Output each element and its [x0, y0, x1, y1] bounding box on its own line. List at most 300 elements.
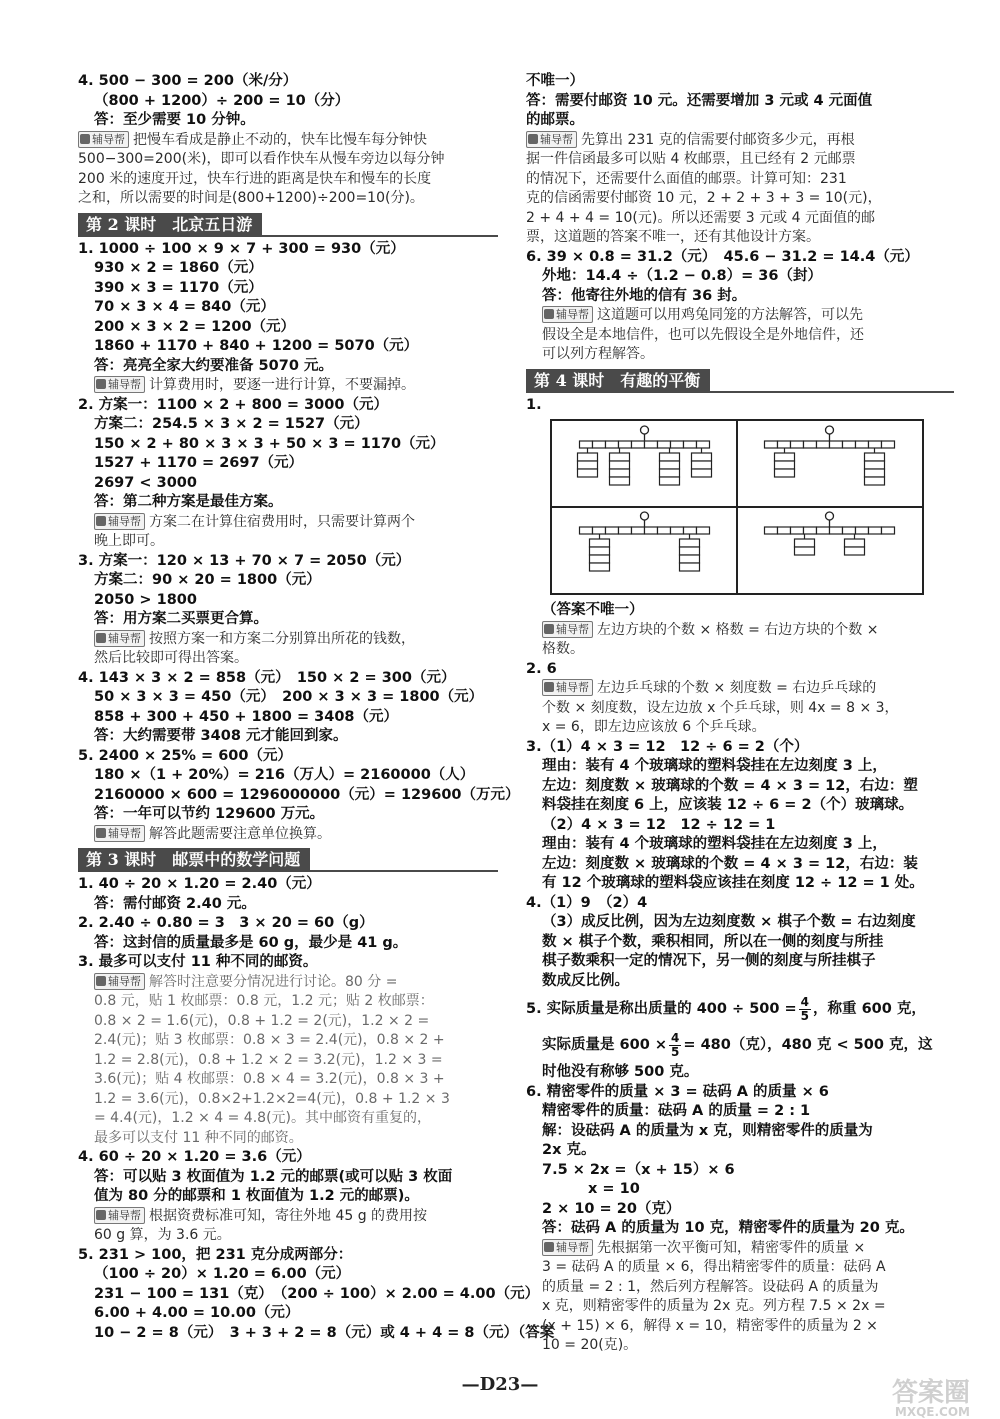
line-text: 精密零件的质量：砝码 A 的质量 = 2 : 1 — [542, 1103, 811, 1119]
tutor-note-line — [78, 532, 498, 552]
section-heading — [78, 848, 498, 872]
answer-line — [526, 1141, 954, 1161]
fraction — [799, 996, 811, 1023]
pivot-ring — [641, 512, 649, 520]
answer-line — [526, 757, 954, 777]
answer-line — [526, 894, 954, 914]
beam-cell — [804, 441, 817, 448]
line-text: 3.6(元)；贴 4 枚邮票：0.8 × 4 = 3.2(元)，0.8 × 3 + — [94, 1071, 445, 1087]
tutor-tag-label: 辅导帮 — [108, 378, 141, 391]
answer-line — [526, 1027, 954, 1063]
tutor-tag-label: 辅导帮 — [556, 308, 589, 321]
weight-block — [865, 461, 885, 469]
balance-drawing — [552, 421, 922, 593]
weight-block — [795, 547, 815, 555]
beam-cell — [843, 527, 856, 534]
line-text: 10 = 20(克)。 — [542, 1337, 638, 1353]
line-text: 晚上即可。 — [94, 533, 164, 549]
line-text: 4.（1）9 （2）4 — [526, 894, 648, 911]
line-text: 6. 39 × 0.8 = 31.2（元） 45.6 − 31.2 = 14.4（元） — [526, 248, 919, 265]
beam-cell — [856, 527, 869, 534]
answer-line — [526, 855, 954, 875]
line-text: 3. 最多可以支付 11 种不同的邮资。 — [78, 954, 318, 970]
answer-line — [78, 1246, 498, 1266]
line-text: x = 6，即左边应该放 6 个乒乓球。 — [542, 719, 766, 735]
tutor-icon — [544, 1242, 554, 1252]
beam-cell — [817, 441, 830, 448]
tutor-tag-label: 辅导帮 — [556, 681, 589, 694]
tutor-tag — [542, 621, 593, 638]
line-text: = 4.4(元)，1.2 × 4 = 4.8(元)。其中邮资有重复的， — [94, 1110, 431, 1126]
tutor-tag — [94, 630, 145, 647]
weight-block — [610, 453, 630, 461]
line-text: 这道题可以用鸡兔同笼的方法解答，可以先 — [597, 307, 863, 323]
tutor-note-line — [78, 1226, 498, 1246]
tutor-icon — [96, 516, 106, 526]
fraction-numerator: 4 — [671, 1030, 680, 1045]
tutor-tag — [78, 131, 129, 148]
tutor-icon — [544, 309, 554, 319]
line-text: 930 × 2 = 1860（元） — [94, 260, 263, 276]
weight-block — [680, 563, 700, 571]
answer-line — [78, 1187, 498, 1207]
line-text: 5. 2400 × 25% = 600（元） — [78, 747, 292, 764]
weight-block — [660, 453, 680, 461]
beam-cell — [856, 441, 869, 448]
line-text: 1. — [526, 396, 542, 413]
tutor-icon — [96, 1210, 106, 1220]
tutor-note-line — [78, 1129, 498, 1149]
beam-cell — [671, 527, 684, 534]
line-text: x = 10 — [588, 1181, 640, 1197]
answer-line — [78, 357, 498, 377]
tutor-note-line — [526, 699, 954, 719]
weight-block — [660, 469, 680, 477]
line-text: 实际质量是 600 × — [542, 1037, 668, 1053]
answer-line — [526, 396, 954, 416]
tutor-note-line — [78, 376, 498, 396]
line-text: 150 × 2 + 80 × 3 × 3 + 50 × 3 = 1170（元） — [94, 435, 445, 452]
line-text: 解：设砝码 A 的质量为 x 克，则精密零件的质量为 — [542, 1122, 873, 1139]
weight-block — [865, 469, 885, 477]
line-text: 格数。 — [542, 641, 584, 657]
tutor-tag-label: 辅导帮 — [540, 132, 573, 146]
tutor-note-line — [78, 1090, 498, 1110]
weight-block — [775, 469, 795, 477]
line-text: 个数 × 刻度数，设左边放 x 个乒乓球，则 4x = 8 × 3， — [542, 699, 899, 716]
tutor-tag-label: 辅导帮 — [108, 1208, 141, 1222]
answer-line — [78, 1285, 540, 1305]
answer-line — [526, 777, 954, 797]
line-text: 60 g 算，为 3.6 元。 — [94, 1227, 231, 1243]
weight-block — [680, 547, 700, 555]
tutor-note-line — [78, 131, 498, 151]
tutor-note-line — [78, 1207, 498, 1227]
answer-line — [78, 1148, 498, 1168]
line-text: 70 × 3 × 4 = 840（元） — [94, 299, 275, 315]
line-text: 答：一年可以节约 129600 万元。 — [94, 806, 325, 822]
answer-line — [526, 933, 954, 953]
answer-line — [526, 991, 954, 1027]
answer-line — [526, 1083, 954, 1103]
beam-cell — [869, 527, 882, 534]
line-text: 之和，所以需要的时间是(800+1200)÷200=10(分)。 — [78, 190, 424, 206]
answer-line — [78, 279, 498, 299]
line-text: 外地：14.4 ÷（1.2 − 0.8）= 36（封） — [542, 268, 822, 284]
line-text: 答：用方案二买票更合算。 — [94, 611, 268, 627]
line-text: 假设全是本地信件，也可以先假设全是外地信件，还 — [542, 326, 864, 343]
section-heading — [78, 213, 498, 237]
fraction-denominator: 5 — [671, 1044, 680, 1059]
tutor-note-line — [526, 1278, 954, 1298]
beam-cell — [697, 527, 710, 534]
line-text: 231 − 100 = 131（克） （200 ÷ 100）× 2.00 = 4.00（元） — [94, 1285, 540, 1302]
line-text: 1860 + 1170 + 840 + 1200 = 5070（元） — [94, 338, 419, 354]
answer-line — [78, 766, 498, 786]
answer-line — [526, 816, 954, 836]
tutor-note-line — [526, 621, 954, 641]
beam-cell — [619, 441, 632, 448]
line-text: 180 ×（1 + 20%）= 216（万人）= 2160000（人） — [94, 767, 475, 783]
answer-line — [526, 660, 954, 680]
answer-line — [526, 874, 954, 894]
line-text: 值为 80 分的邮票和 1 枚面值为 1.2 元的邮票)。 — [94, 1188, 419, 1204]
answer-line — [526, 972, 954, 992]
line-text: 克的信函需要付邮资 10 元，2 + 2 + 3 + 3 = 10(元)， — [526, 190, 882, 206]
watermark-line1: 答案圈 — [891, 1378, 970, 1408]
tutor-tag-label: 辅导帮 — [108, 514, 141, 528]
line-text: 数 × 棋子个数，乘积相同，所以在一侧的刻度与所挂 — [542, 933, 884, 950]
line-text: 把慢车看成是静止不动的，快车比慢车每分钟快 — [133, 131, 427, 148]
line-text: 左边乒乓球的个数 × 刻度数 = 右边乒乓球的 — [597, 680, 877, 696]
tutor-tag — [542, 1239, 593, 1256]
answer-line — [78, 591, 498, 611]
tutor-note-line — [78, 189, 498, 209]
tutor-tag — [94, 376, 145, 393]
line-text: 858 + 300 + 450 + 1800 = 3408（元） — [94, 708, 398, 725]
line-text: （答案不唯一） — [542, 602, 644, 618]
line-text: 答：砝码 A 的质量为 10 克，精密零件的质量为 20 克。 — [542, 1220, 914, 1236]
answer-line — [78, 493, 498, 513]
weight-block — [680, 555, 700, 563]
answer-line — [78, 337, 498, 357]
line-text: 先根据第一次平衡可知，精密零件的质量 × — [597, 1239, 866, 1256]
line-text: 2 + 4 + 4 = 10(元)。所以还需要 3 元或 4 元面值的邮 — [526, 209, 875, 226]
tutor-tag-label: 辅导帮 — [556, 1240, 589, 1254]
tutor-note-line — [526, 1297, 954, 1317]
beam-cell — [580, 441, 593, 448]
line-text: 数成反比例。 — [542, 972, 629, 989]
line-text: 答：至少需要 10 分钟。 — [94, 112, 255, 128]
line-text: 料袋挂在刻度 6 上，应该装 12 ÷ 6 = 2（个）玻璃球。 — [542, 797, 914, 813]
weight-block — [610, 477, 630, 485]
answer-line — [78, 727, 498, 747]
line-text: 4. 500 − 300 = 200（米/分） — [78, 73, 298, 89]
tutor-note-line — [526, 306, 954, 326]
line-text: 时他没有称够 500 克。 — [542, 1064, 699, 1080]
tutor-tag-label: 辅导帮 — [108, 826, 141, 840]
answer-line — [78, 875, 498, 895]
line-text: 1527 + 1170 = 2697（元） — [94, 455, 304, 471]
beam-cell — [645, 441, 658, 448]
tutor-tag-label: 辅导帮 — [92, 132, 125, 146]
watermark — [810, 1378, 970, 1419]
pivot-ring — [826, 512, 834, 520]
weight-block — [865, 477, 885, 485]
tutor-icon — [528, 134, 538, 144]
line-text: 5. 实际质量是称出质量的 400 ÷ 500 = — [526, 1001, 797, 1017]
section-title: 第 4 课时 有趣的平衡 — [526, 369, 710, 393]
tutor-icon — [544, 682, 554, 692]
line-text: 答：亮亮全家大约要准备 5070 元。 — [94, 357, 333, 374]
beam-cell — [804, 527, 817, 534]
beam-cell — [684, 527, 697, 534]
tutor-note-line — [526, 1239, 954, 1259]
weight-block — [845, 539, 865, 547]
weight-block — [590, 547, 610, 555]
line-text: 的情况下，还需要什么面值的邮票。计算可知：231 — [526, 170, 847, 187]
answer-line — [526, 601, 954, 621]
tutor-tag — [542, 679, 593, 696]
weight-block — [660, 461, 680, 469]
weight-block — [680, 539, 700, 547]
line-text: 方案二：254.5 × 3 × 2 = 1527（元） — [94, 416, 369, 432]
weight-block — [865, 453, 885, 461]
tutor-note-line — [526, 679, 954, 699]
beam-cell — [658, 441, 671, 448]
line-text: 6. 精密零件的质量 × 3 = 砝码 A 的质量 × 6 — [526, 1083, 829, 1100]
line-text: 然后比较即可得出答案。 — [94, 650, 248, 666]
weight-block — [795, 539, 815, 547]
tutor-tag — [542, 306, 593, 323]
tutor-icon — [96, 828, 106, 838]
line-text: 据一件信函最多可以贴 4 枚邮票，且已经有 2 元邮票 — [526, 151, 856, 167]
line-text: 10 − 2 = 8（元） 3 + 3 + 2 = 8（元）或 4 + 4 = 8（元）（答案 — [94, 1324, 555, 1341]
line-text: 50 × 3 × 3 = 450（元） 200 × 3 × 3 = 1800（元） — [94, 689, 484, 705]
answer-line — [526, 835, 954, 855]
line-text: 3. 方案一：120 × 13 + 70 × 7 = 2050（元） — [78, 552, 411, 569]
answer-line — [78, 1265, 498, 1285]
weight-block — [775, 453, 795, 461]
tutor-note-line — [526, 1317, 954, 1337]
line-text: （3）成反比例，因为左边刻度数 × 棋子个数 = 右边刻度 — [542, 914, 916, 930]
answer-line — [78, 895, 498, 915]
pivot-ring — [641, 426, 649, 434]
tutor-note-line — [526, 326, 954, 346]
answer-line — [526, 738, 954, 758]
answer-line — [526, 796, 954, 816]
tutor-icon — [96, 379, 106, 389]
answer-line — [78, 747, 498, 767]
line-text: 2. 方案一：1100 × 2 + 800 = 3000（元） — [78, 396, 388, 413]
section-rule — [526, 391, 954, 393]
line-text: 2.4(元)；贴 3 枚邮票：0.8 × 3 = 2.4(元)，0.8 × 2 + — [94, 1032, 445, 1048]
line-text: 390 × 3 = 1170（元） — [94, 279, 263, 296]
weight-block — [692, 461, 712, 469]
tutor-note-line — [526, 209, 954, 229]
tutor-note-line — [78, 1070, 498, 1090]
beam-cell — [882, 441, 895, 448]
beam-cell — [882, 527, 895, 534]
tutor-note-line — [78, 1051, 498, 1071]
answer-line — [78, 786, 520, 806]
tutor-tag — [94, 1207, 145, 1224]
line-text: 3 = 砝码 A 的质量 × 6，得出精密零件的质量：砝码 A — [542, 1259, 886, 1275]
tutor-note-line — [526, 718, 954, 738]
beam-cell — [645, 527, 658, 534]
tutor-tag-label: 辅导帮 — [108, 631, 141, 645]
answer-line — [78, 708, 498, 728]
tutor-note-line — [526, 640, 954, 660]
answer-line — [526, 92, 954, 112]
line-text: = 480（克），480 克 < 500 克，这 — [683, 1037, 933, 1053]
beam-cell — [778, 527, 791, 534]
line-text: 200 米的速度开过，快车行进的距离是快车和慢车的长度 — [78, 170, 432, 187]
line-text: 2160000 × 600 = 1296000000（元）= 129600（万元） — [94, 786, 520, 803]
beam-cell — [606, 441, 619, 448]
tutor-note-line — [78, 1012, 498, 1032]
line-text: 2697 < 3000 — [94, 474, 197, 491]
weight-block — [610, 469, 630, 477]
answer-line — [78, 92, 498, 112]
line-text: 的质量 = 2 : 1，然后列方程解答。设砝码 A 的质量为 — [542, 1278, 879, 1295]
tutor-tag-label: 辅导帮 — [556, 622, 589, 636]
answer-line — [78, 934, 498, 954]
beam-cell — [619, 527, 632, 534]
answer-line — [78, 1304, 498, 1324]
beam-cell — [593, 527, 606, 534]
pivot-ring — [826, 426, 834, 434]
beam-cell — [791, 527, 804, 534]
line-text: 左边方块的个数 × 格数 = 右边方块的个数 × — [597, 621, 879, 638]
tutor-note-line — [78, 170, 498, 190]
line-text: 3.（1）4 × 3 = 12 12 ÷ 6 = 2（个） — [526, 738, 809, 755]
beam-cell — [830, 441, 843, 448]
tutor-tag — [94, 825, 145, 842]
beam-cell — [791, 441, 804, 448]
line-text: 答：他寄往外地的信有 36 封。 — [542, 287, 747, 304]
answer-line — [78, 953, 498, 973]
fraction — [669, 1032, 681, 1059]
tutor-icon — [96, 976, 106, 986]
answer-line — [78, 415, 498, 435]
line-text: 1.2 = 2.8(元)，0.8 + 1.2 × 2 = 3.2(元)，1.2 × 3 = — [94, 1051, 443, 1068]
line-text: 7.5 × 2x =（x + 15）× 6 — [542, 1161, 735, 1178]
weight-block — [590, 555, 610, 563]
line-text: 答：需付邮资 2.40 元。 — [94, 895, 256, 912]
tutor-note-line — [526, 170, 954, 190]
beam-cell — [697, 441, 710, 448]
line-text: 答：可以贴 3 枚面值为 1.2 元的邮票(或可以贴 3 枚面 — [94, 1168, 453, 1185]
line-text: 0.8 × 2 = 1.6(元)，0.8 + 1.2 = 2(元)，1.2 × 2 = — [94, 1012, 430, 1029]
fraction-denominator: 5 — [800, 1008, 810, 1023]
line-text: 1. 40 ÷ 20 × 1.20 = 2.40（元） — [78, 876, 321, 892]
answer-line — [78, 1324, 555, 1344]
line-text: 左边：刻度数 × 玻璃球的个数 = 4 × 3 = 12，右边：装 — [542, 855, 918, 872]
line-text: 0.8 元，贴 1 枚邮票：0.8 元，1.2 元；贴 2 枚邮票： — [94, 993, 434, 1009]
tutor-icon — [96, 633, 106, 643]
tutor-note-line — [526, 189, 954, 209]
tutor-note-line — [526, 345, 954, 365]
section-title: 第 2 课时 北京五日游 — [78, 213, 262, 237]
line-text: 答：第二种方案是最佳方案。 — [94, 494, 283, 510]
beam-cell — [778, 441, 791, 448]
answer-line — [526, 1200, 954, 1220]
line-text: 4. 60 ÷ 20 × 1.20 = 3.6（元） — [78, 1149, 311, 1165]
line-text: x 克，则精密零件的质量为 2x 克。列方程 7.5 × 2x = — [542, 1298, 886, 1314]
line-text: 500−300=200(米)，即可以看作快车从慢车旁边以每分钟 — [78, 151, 445, 167]
beam-cell — [658, 527, 671, 534]
line-text: 理由：装有 4 个玻璃球的塑料袋挂在左边刻度 3 上， — [542, 836, 887, 852]
answer-line — [526, 1063, 954, 1083]
answer-line — [526, 267, 954, 287]
line-text: 理由：装有 4 个玻璃球的塑料袋挂在左边刻度 3 上， — [542, 758, 887, 774]
fraction-numerator: 4 — [800, 994, 810, 1009]
line-text: (x + 15) × 6，解得 x = 10，精密零件的质量为 2 × — [542, 1317, 878, 1334]
answer-line — [526, 287, 954, 307]
weight-block — [610, 461, 630, 469]
weight-block — [578, 461, 598, 469]
section-heading — [526, 369, 954, 393]
beam-cell — [593, 441, 606, 448]
tutor-note-line — [78, 649, 498, 669]
line-text: 方案二：90 × 20 = 1800（元） — [94, 572, 321, 588]
line-text: 根据资费标准可知，寄往外地 45 g 的费用按 — [149, 1207, 428, 1224]
line-text: 4. 143 × 3 × 2 = 858（元） 150 × 2 = 300（元） — [78, 669, 456, 686]
line-text: 棋子数乘积一定的情况下，另一侧的刻度与所挂棋子 — [542, 953, 876, 969]
weight-block — [775, 461, 795, 469]
answer-line — [78, 552, 498, 572]
right-column — [526, 72, 954, 1356]
answer-line — [78, 318, 498, 338]
beam-cell — [671, 441, 684, 448]
beam-cell — [843, 441, 856, 448]
tutor-icon — [80, 134, 90, 144]
answer-line — [526, 1180, 954, 1200]
tutor-tag — [94, 513, 145, 530]
tutor-tag — [526, 131, 577, 148]
line-text: 1.2 = 3.6(元)，0.8×2+1.2×2=4(元)，0.8 + 1.2 × 3 — [94, 1090, 450, 1107]
weight-block — [660, 477, 680, 485]
tutor-note-line — [78, 150, 498, 170]
line-text: 解答时注意要分情况进行讨论。80 分 = — [149, 973, 398, 990]
beam-cell — [632, 441, 645, 448]
tutor-note-line — [526, 228, 954, 248]
line-text: ，称重 600 克， — [813, 1001, 926, 1017]
weight-block — [692, 453, 712, 461]
line-text: 1. 1000 ÷ 100 × 9 × 7 + 300 = 930（元） — [78, 240, 405, 257]
answer-line — [78, 914, 498, 934]
line-text: 2 × 10 = 20（克） — [542, 1200, 681, 1217]
tutor-note-line — [78, 1031, 498, 1051]
beam-cell — [684, 441, 697, 448]
answer-line — [78, 454, 498, 474]
section-rule — [78, 235, 498, 237]
line-text: 先算出 231 克的信需要付邮资多少元，再根 — [581, 131, 855, 148]
tutor-tag — [94, 973, 145, 990]
line-text: 2050 > 1800 — [94, 591, 197, 608]
line-text: 解答此题需要注意单位换算。 — [149, 825, 331, 842]
line-text: （2）4 × 3 = 12 12 ÷ 12 = 1 — [542, 816, 776, 833]
line-text: 答：大约需要带 3408 元才能回到家。 — [94, 728, 348, 744]
line-text: （800 + 1200）÷ 200 = 10（分） — [94, 92, 350, 109]
weight-block — [845, 547, 865, 555]
answer-line — [78, 396, 498, 416]
weight-block — [578, 453, 598, 461]
answer-line — [526, 913, 954, 933]
weight-block — [590, 539, 610, 547]
tutor-note-line — [526, 1336, 954, 1356]
